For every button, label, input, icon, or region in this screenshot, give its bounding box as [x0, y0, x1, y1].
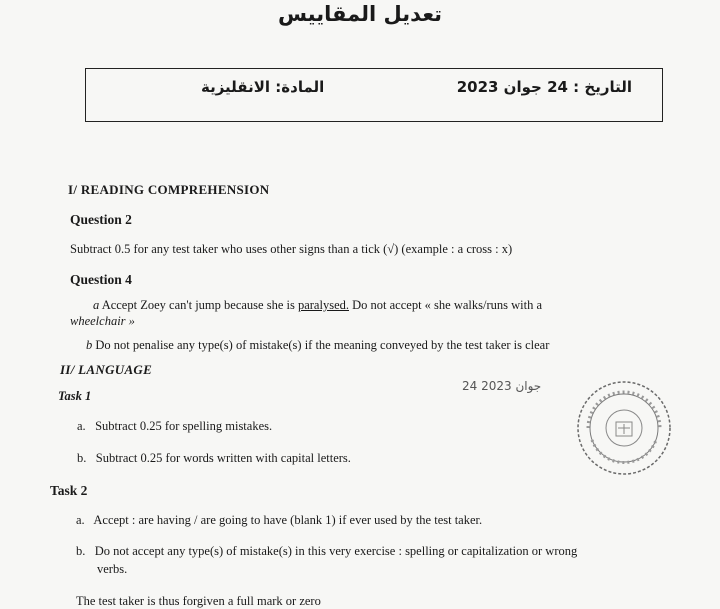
cut-off-line: The test taker is thus forgiven a full mark or zero: [76, 594, 321, 608]
question-4-a-suffix: Do not accept « she walks/runs with a: [349, 298, 543, 312]
task-1-title: Task 1: [58, 389, 92, 403]
section-language-heading: II/ LANGUAGE: [60, 362, 153, 377]
question-4-a-continuation: wheelchair »: [70, 314, 135, 328]
item-marker: b: [86, 338, 93, 352]
section-reading-heading: I/ READING COMPREHENSION: [68, 182, 270, 197]
document-title: تعديل المقاييس: [277, 2, 443, 26]
task-1-b: [77, 451, 351, 466]
exam-subject: المادة: الانقليزية: [201, 78, 325, 96]
task-2-b-text: Do not accept any type(s) of mistake(s) in this very exercise : spelling or capitalization or wrong: [94, 544, 578, 558]
question-2-title: Question 2: [70, 212, 132, 227]
question-2-text: Subtract 0.5 for any test taker who uses other signs than a tick (√) (example : a cross : x): [70, 242, 513, 256]
item-marker: b.: [77, 451, 87, 465]
question-4-b: [86, 338, 549, 353]
question-4-b-text: Do not penalise any type(s) of mistake(s) if the meaning conveyed by the test taker is clear: [95, 338, 550, 352]
item-marker: b.: [76, 544, 86, 558]
task-2-b-continuation: verbs.: [97, 562, 128, 576]
question-4-title: Question 4: [70, 272, 132, 287]
item-marker: a.: [76, 513, 85, 527]
item-marker: a.: [77, 419, 86, 433]
question-4-a-prefix: Accept Zoey can't jump because she is: [101, 298, 298, 312]
task-2-a: [76, 513, 482, 528]
task-2-title: Task 2: [50, 483, 88, 498]
exam-date: التاريخ : 24 جوان 2023: [456, 78, 632, 96]
question-4-a: [93, 298, 542, 313]
task-1-a: [77, 419, 272, 434]
task-2-b: [76, 544, 577, 559]
item-marker: a: [93, 298, 100, 312]
task-2-a-text: Accept : are having / are going to have (blank 1) if ever used by the test taker.: [93, 513, 483, 527]
task-1-a-text: Subtract 0.25 for spelling mistakes.: [95, 419, 273, 433]
stamp-date: 24 جوان 2023: [462, 379, 542, 393]
task-1-b-text: Subtract 0.25 for words written with capital letters.: [95, 451, 351, 465]
official-seal-icon: [574, 378, 674, 478]
question-4-a-underlined: paralysed.: [297, 298, 349, 312]
